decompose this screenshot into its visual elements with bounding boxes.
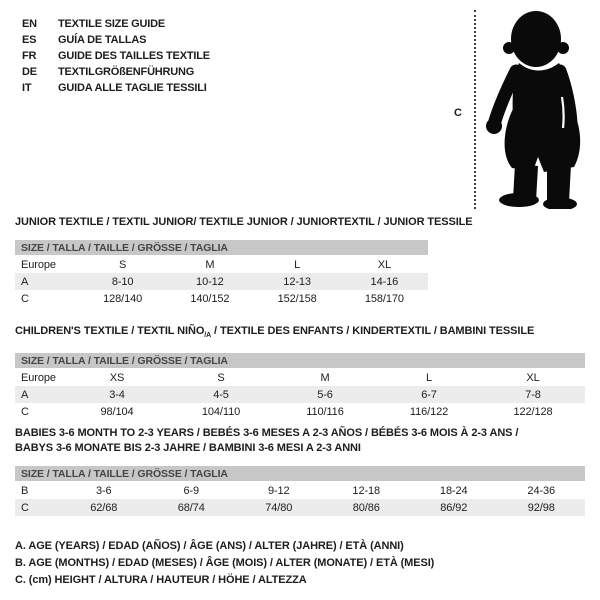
table-row [15, 386, 585, 403]
height-measure-label: C [454, 107, 462, 119]
language-title: GUIDA ALLE TAGLIE TESSILI [58, 82, 207, 94]
table-cell: 68/74 [177, 501, 205, 514]
table-row [15, 369, 585, 386]
table-cell: 122/128 [513, 405, 553, 418]
row-label: C [21, 501, 29, 514]
language-code: ES [22, 34, 37, 46]
language-code: DE [22, 66, 37, 78]
childrens-textile-section [15, 324, 585, 420]
language-row [22, 80, 210, 96]
language-code: EN [22, 18, 37, 30]
table-cell: M [320, 371, 330, 384]
legend-note: B. AGE (MONTHS) / EDAD (MESES) / ÂGE (MOIS) / ALTER (MONATE) / ETÀ (MESI) [15, 556, 435, 569]
language-code: IT [22, 82, 32, 94]
table-rows [15, 482, 585, 516]
table-cell: 12-13 [283, 275, 311, 288]
language-title-list [22, 16, 210, 96]
table-title-line: BABYS 3-6 MONATE BIS 2-3 JAHRE / BAMBINI 3-6 MESI A 2-3 ANNI [15, 442, 361, 454]
table-cell: 12-18 [352, 484, 381, 497]
table-cell: 86/92 [440, 501, 468, 514]
legend-notes [15, 537, 434, 588]
table-title-line: JUNIOR TEXTILE / TEXTIL JUNIOR/ TEXTILE JUNIOR / JUNIORTEXTIL / JUNIOR TESSILE [15, 216, 473, 228]
table-cell: 110/116 [306, 405, 344, 418]
table-cell: 6-7 [421, 388, 437, 401]
table-cell: 92/98 [527, 501, 555, 514]
language-title: GUIDE DES TAILLES TEXTILE [58, 50, 210, 62]
table-rows [15, 256, 428, 307]
size-header-label: SIZE / TALLA / TAILLE / GRÖSSE / TAGLIA [21, 241, 228, 254]
language-row [22, 64, 210, 80]
table-title [15, 215, 473, 230]
table-cell: XL [377, 258, 391, 271]
table-cell: 80/86 [352, 501, 380, 514]
row-label: Europe [21, 371, 56, 384]
table-cell: L [294, 258, 301, 271]
table-title-line: BABIES 3-6 MONTH TO 2-3 YEARS / BEBÉS 3-6 MESES A 2-3 AÑOS / BÉBÉS 3-6 MOIS À 2-3 ANS / [15, 427, 519, 439]
babies-textile-section [15, 426, 585, 516]
language-title: TEXTILE SIZE GUIDE [58, 18, 166, 30]
size-header-bar [15, 353, 585, 368]
table-cell: 9-12 [267, 484, 290, 497]
table-cell: 74/80 [265, 501, 293, 514]
size-header-bar [15, 240, 428, 255]
table-cell: 62/68 [90, 501, 118, 514]
table-cell: 128/140 [103, 292, 143, 305]
table-cell: 18-24 [439, 484, 468, 497]
row-label: B [21, 484, 29, 497]
table-cell: M [205, 258, 215, 271]
table-cell: 104/110 [201, 405, 241, 418]
table-cell: 152/158 [277, 292, 317, 305]
language-row [22, 32, 210, 48]
row-label: A [21, 275, 29, 288]
table-cell: 5-6 [317, 388, 333, 401]
language-row [22, 16, 210, 32]
row-label: Europe [21, 258, 56, 271]
table-cell: 3-6 [95, 484, 112, 497]
language-title: TEXTILGRÖßENFÜHRUNG [58, 66, 195, 78]
legend-note: A. AGE (YEARS) / EDAD (AÑOS) / ÂGE (ANS) / ALTER (JAHRE) / ETÀ (ANNI) [15, 539, 404, 552]
table-cell: 98/104 [100, 405, 134, 418]
table-cell: 14-16 [370, 275, 399, 288]
table-title-line: CHILDREN'S TEXTILE / TEXTIL $NIÑO_{/A}$ / TEXTILE DES ENFANTS / KINDERTEXTIL / BAMBINI TESSILE [15, 325, 535, 340]
row-label: C [21, 405, 29, 418]
table-cell: 10-12 [196, 275, 224, 288]
table-cell: S [119, 258, 127, 271]
language-title: GUÍA DE TALLAS [58, 34, 147, 46]
table-row [15, 482, 585, 499]
table-row [15, 290, 428, 307]
table-cell: 7-8 [525, 388, 541, 401]
table-cell: 4-5 [213, 388, 229, 401]
size-header-label: SIZE / TALLA / TAILLE / GRÖSSE / TAGLIA [21, 354, 228, 367]
table-cell: 3-4 [109, 388, 125, 401]
row-label: C [21, 292, 29, 305]
table-cell: S [217, 371, 225, 384]
table-cell: 140/152 [190, 292, 230, 305]
toddler-silhouette-icon [486, 9, 590, 209]
table-cell: 158/170 [364, 292, 404, 305]
table-cell: XL [526, 371, 540, 384]
language-code: FR [22, 50, 37, 62]
table-rows [15, 369, 585, 420]
row-label: A [21, 388, 29, 401]
table-row [15, 273, 428, 290]
junior-textile-section [15, 215, 473, 307]
language-row [22, 48, 210, 64]
table-row [15, 256, 428, 273]
table-cell: 24-36 [527, 484, 556, 497]
table-cell: 116/122 [409, 405, 449, 418]
table-title [15, 426, 585, 456]
table-cell: 8-10 [111, 275, 134, 288]
table-cell: 6-9 [183, 484, 200, 497]
height-dotted-line [474, 10, 476, 209]
size-header-label: SIZE / TALLA / TAILLE / GRÖSSE / TAGLIA [21, 467, 228, 480]
table-cell: XS [109, 371, 125, 384]
table-title [15, 324, 585, 343]
size-header-bar [15, 466, 585, 481]
table-row [15, 403, 585, 420]
table-cell: L [425, 371, 433, 384]
legend-note: C. (cm) HEIGHT / ALTURA / HAUTEUR / HÖHE / ALTEZZA [15, 573, 307, 586]
table-row [15, 499, 585, 516]
